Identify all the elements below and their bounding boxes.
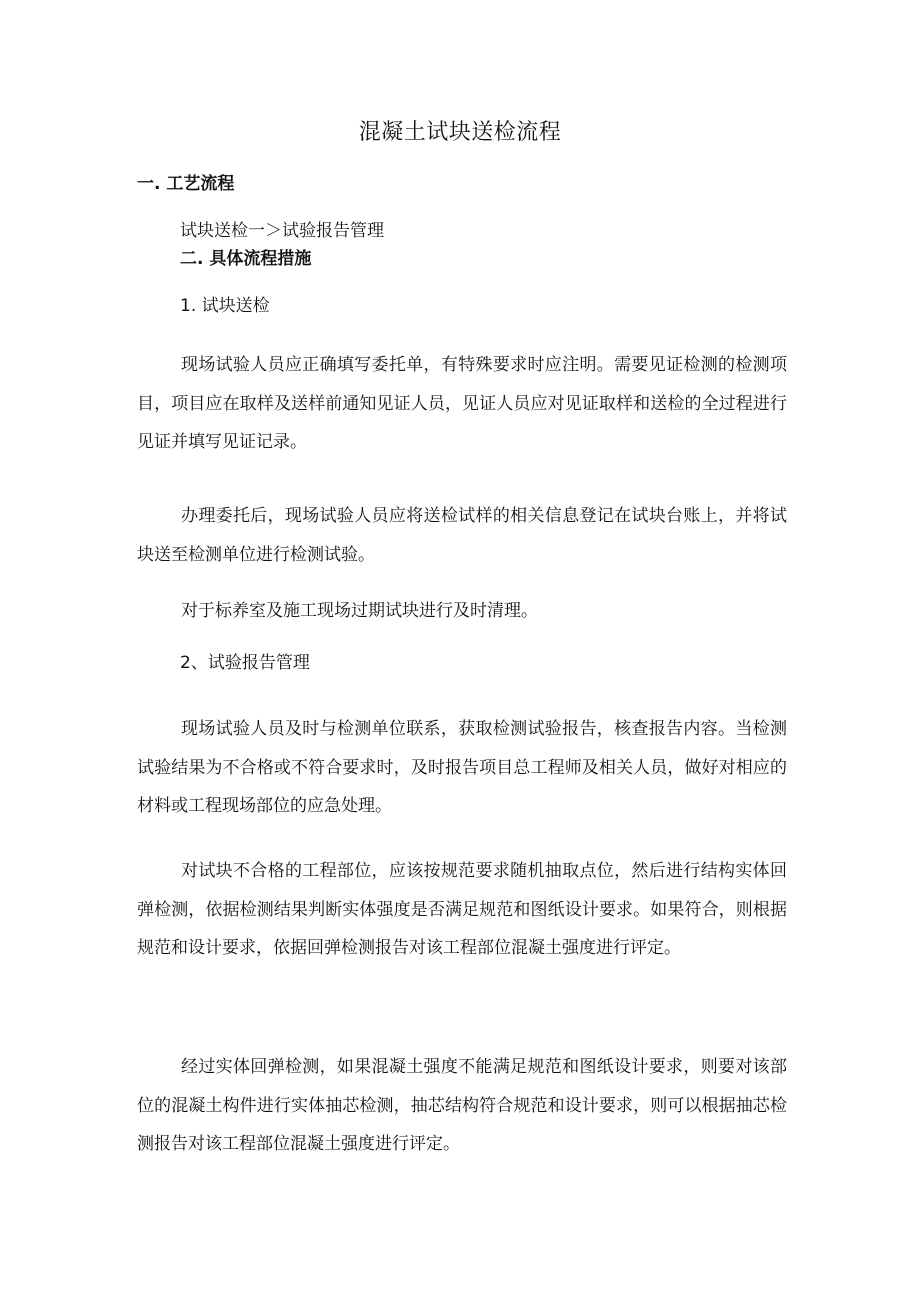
section-heading-measures: 二. 具体流程措施 <box>180 249 312 269</box>
paragraph-sample-delivery-3: 对于标养室及施工现场过期试块进行及时清理。 <box>181 601 538 621</box>
section-heading-process: 一. 工艺流程 <box>137 174 235 194</box>
paragraph-report-management-3: 经过实体回弹检测，如果混凝土强度不能满足规范和图纸设计要求，则要对该部位的混凝土构件进行实体抽芯检测，抽芯结构符合规范和设计要求，则可以根据抽芯检测报告对该工程部位混凝土强度进行评定。 <box>137 1057 787 1154</box>
paragraph-report-management-2: 对试块不合格的工程部位，应该按规范要求随机抽取点位，然后进行结构实体回弹检测，依据检测结果判断实体强度是否满足规范和图纸设计要求。如果符合，则根据规范和设计要求，依据回弹检测报告对该工程部位混凝土强度进行评定。 <box>137 861 787 958</box>
paragraph-sample-delivery-2: 办理委托后，现场试验人员应将送检试样的相关信息登记在试块台账上，并将试块送至检测单位进行检测试验。 <box>137 506 787 565</box>
paragraph-report-management-1: 现场试验人员及时与检测单位联系，获取检测试验报告，核查报告内容。当检测试验结果为不合格或不符合要求时，及时报告项目总工程师及相关人员，做好对相应的材料或工程现场部位的应急处理。 <box>137 719 787 816</box>
document-title: 混凝土试块送检流程 <box>358 120 562 145</box>
process-flow-text: 试块送检一＞试验报告管理 <box>180 221 384 241</box>
subsection-heading-sample-delivery: 1. 试块送检 <box>180 296 270 316</box>
paragraph-sample-delivery-1: 现场试验人员应正确填写委托单，有特殊要求时应注明。需要见证检测的检测项目，项目应在取样及送样前通知见证人员，见证人员应对见证取样和送检的全过程进行见证并填写见证记录。 <box>137 355 787 452</box>
subsection-heading-report-management: 2、试验报告管理 <box>180 653 310 673</box>
